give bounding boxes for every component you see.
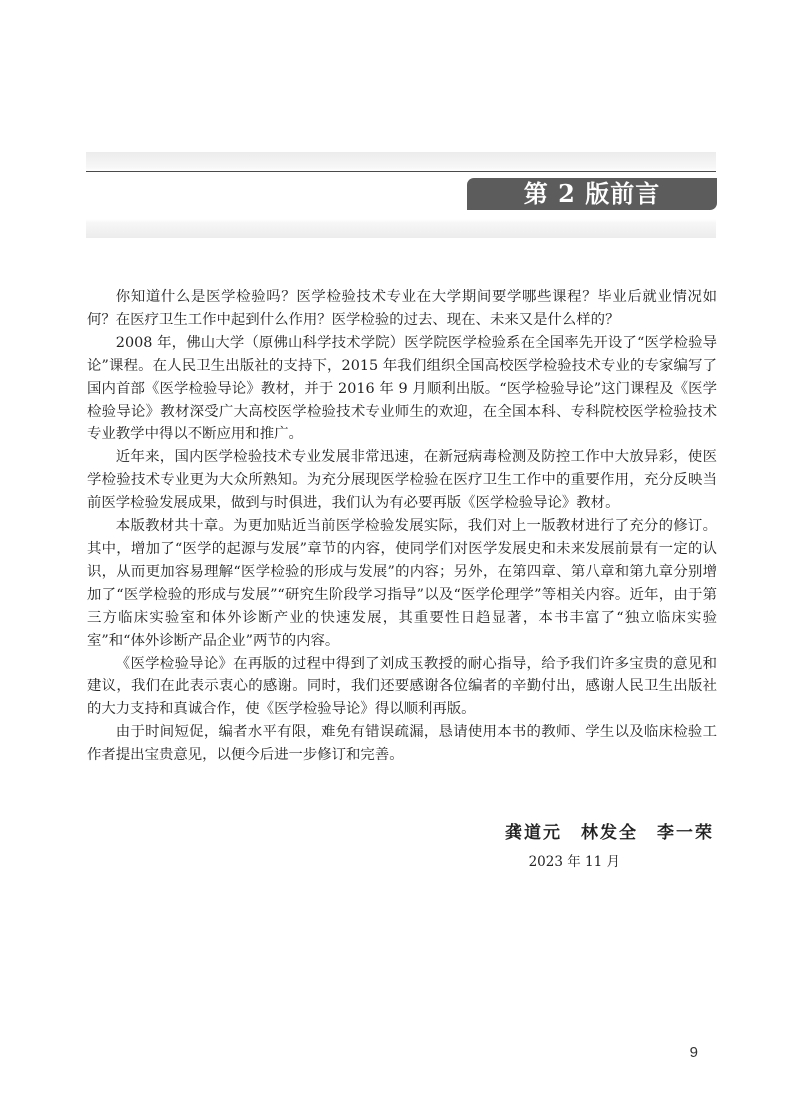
page-number: 9 <box>689 1044 698 1061</box>
preface-paragraph: 《医学检验导论》在再版的过程中得到了刘成玉教授的耐心指导，给予我们许多宝贵的意见和建议，我们在此表示衷心的感谢。同时，我们还要感谢各位编者的辛勤付出，感谢人民卫生出版社的大力支持和真诚合作，使《医学检验导论》得以顺利再版。 <box>87 655 717 718</box>
signature-date: 2023 年 11 月 <box>528 854 620 870</box>
preface-body <box>87 286 717 767</box>
preface-paragraph: 2008 年，佛山大学（原佛山科学技术学院）医学院医学检验系在全国率先开设了“医学检验导论”课程。在人民卫生出版社的支持下，2015 年我们组织全国高校医学检验技术专业的专家编写了国内首部《医学检验导论》教材，并于 2016 年 9 月顺利出版。“医学检验导论”这门课程及《医学检验导论》教材深受广大高校医学检验技术专业师生的欢迎，在全国本科、专科院校医学检验技术专业教学中得以不断应用和推广。 <box>87 334 717 443</box>
header-rule <box>86 171 716 172</box>
preface-paragraph: 你知道什么是医学检验吗？医学检验技术专业在大学期间要学哪些课程？毕业后就业情况如何？在医疗卫生工作中起到什么作用？医学检验的过去、现在、未来又是什么样的？ <box>87 289 717 328</box>
page-title: 第 2 版前言 <box>467 178 717 210</box>
preface-paragraph: 本版教材共十章。为更加贴近当前医学检验发展实际，我们对上一版教材进行了充分的修订。其中，增加了“医学的起源与发展”章节的内容，使同学们对医学发展史和未来发展前景有一定的认识，从而更加容易理解“医学检验的形成与发展”的内容；另外，在第四章、第八章和第九章分别增加了“医学检验的形成与发展”“研究生阶段学习指导”以及“医学伦理学”等相关内容。近年，由于第三方临床实验室和体外诊断产业的快速发展，其重要性日趋显著，本书丰富了“独立临床实验室”和“体外诊断产品企业”两节的内容。 <box>87 518 717 649</box>
preface-paragraph: 由于时间短促，编者水平有限，难免有错误疏漏，恳请使用本书的教师、学生以及临床检验工作者提出宝贵意见，以便今后进一步修订和完善。 <box>87 724 717 764</box>
preface-paragraph: 近年来，国内医学检验技术专业发展非常迅速，在新冠病毒检测及防控工作中大放异彩，使医学检验技术专业更为大众所熟知。为充分展现医学检验在医疗卫生工作中的重要作用，充分反映当前医学检验发展成果，做到与时俱进，我们认为有必要再版《医学检验导论》教材。 <box>87 449 717 512</box>
author-signature: 龚道元 林发全 李一荣 <box>505 823 714 843</box>
